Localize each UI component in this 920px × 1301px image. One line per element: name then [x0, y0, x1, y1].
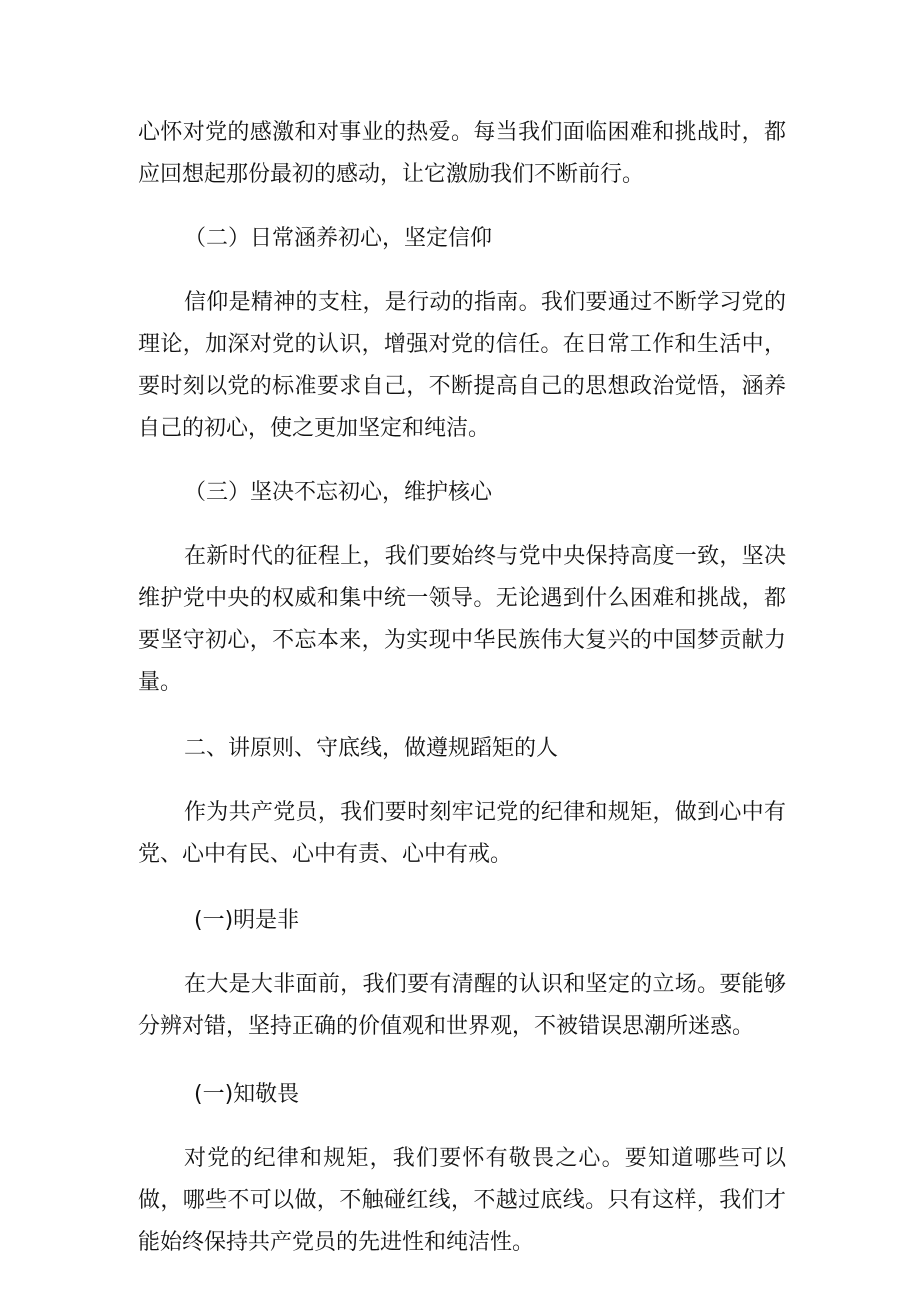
chapter-heading-2: 二、讲原则、守底线，做遵规蹈矩的人 — [184, 736, 559, 761]
body-paragraph-1: 心怀对党的感激和对事业的热爱。每当我们面临困难和挑战时，都应回想起那份最初的感动，让它激励我们不断前行。 — [138, 120, 786, 187]
body-paragraph-3: 在新时代的征程上，我们要始终与党中央保持高度一致，坚决维护党中央的权威和集中统一领导。无论遇到什么困难和挑战，都要坚守初心，不忘本来，为实现中华民族伟大复兴的中国梦贡献力量。 — [138, 544, 786, 695]
sub-heading-1: (一)明是非 — [194, 908, 300, 933]
sub-heading-2: (一)知敬畏 — [194, 1082, 300, 1107]
section-heading-2: （二）日常涵养初心，坚定信仰 — [184, 226, 493, 251]
body-paragraph-2: 信仰是精神的支柱，是行动的指南。我们要通过不断学习党的理论，加深对党的认识，增强对党的信任。在日常工作和生活中，要时刻以党的标准要求自己，不断提高自己的思想政治觉悟，涵养自己的初心，使之更加坚定和纯洁。 — [138, 290, 786, 441]
body-paragraph-6: 对党的纪律和规矩，我们要怀有敬畏之心。要知道哪些可以做，哪些不可以做，不触碰红线，不越过底线。只有这样，我们才能始终保持共产党员的先进性和纯洁性。 — [138, 1146, 786, 1255]
document-body — [138, 112, 786, 1264]
body-paragraph-4: 作为共产党员，我们要时刻牢记党的纪律和规矩，做到心中有党、心中有民、心中有责、心中有戒。 — [138, 800, 786, 867]
body-paragraph-5: 在大是大非面前，我们要有清醒的认识和坚定的立场。要能够分辨对错，坚持正确的价值观和世界观，不被错误思潮所迷惑。 — [138, 972, 786, 1039]
section-heading-3: （三）坚决不忘初心，维护核心 — [184, 480, 493, 505]
